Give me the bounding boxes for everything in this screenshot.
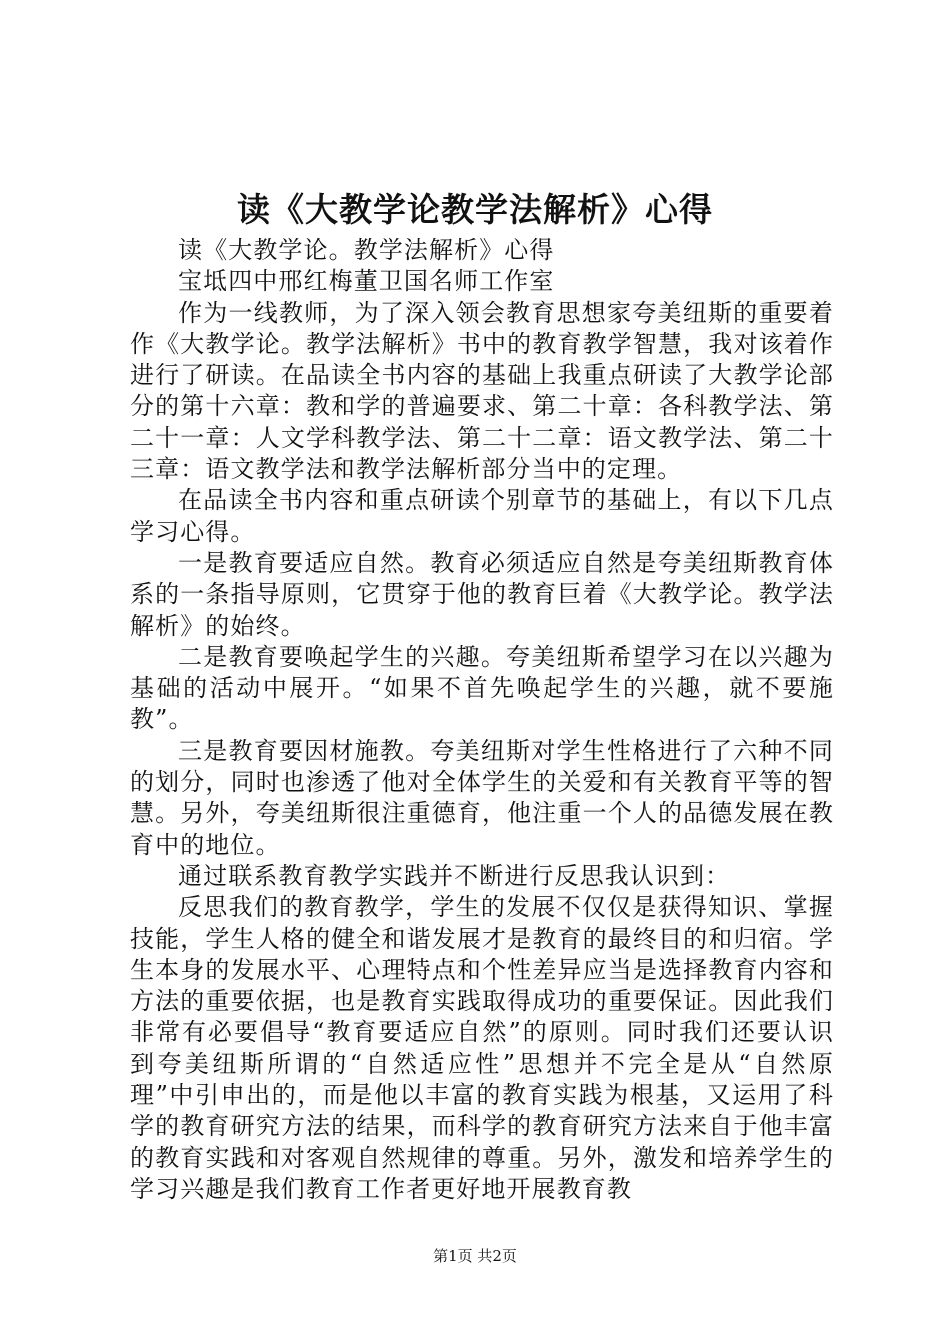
document-body xyxy=(130,235,834,1205)
paragraph-subtitle: 读《大教学论。教学法解析》心得 xyxy=(178,236,555,264)
paragraph-author: 宝坻四中邢红梅董卫国名师工作室 xyxy=(178,267,555,296)
page-number-footer: 第1页 共2页 xyxy=(433,1247,517,1265)
paragraph-point-one: 一是教育要适应自然。教育必须适应自然是夸美纽斯教育体系的一条指导原则，它贯穿于他的教育巨着《大教学论。教学法解析》的始终。 xyxy=(130,548,834,640)
paragraph-point-three: 三是教育要因材施教。夸美纽斯对学生性格进行了六种不同的划分，同时也渗透了他对全体学生的关爱和有关教育平等的智慧。另外，夸美纽斯很注重德育，他注重一个人的品德发展在教育中的地位。 xyxy=(130,736,834,859)
paragraph-intro: 作为一线教师，为了深入领会教育思想家夸美纽斯的重要着作《大教学论。教学法解析》书中的教育教学智慧，我对该着作进行了研读。在品读全书内容的基础上我重点研读了大教学论部分的第十六章：教和学的普遍要求、第二十章：各科教学法、第二十一章：人文学科教学法、第二十二章：语文教学法、第二十三章：语文教学法和教学法解析部分当中的定理。 xyxy=(130,298,834,484)
paragraph-overview: 在品读全书内容和重点研读个别章节的基础上，有以下几点学习心得。 xyxy=(130,486,834,546)
paragraph-reflection-intro: 通过联系教育教学实践并不断进行反思我认识到： xyxy=(178,861,731,890)
paragraph-reflection: 反思我们的教育教学，学生的发展不仅仅是获得知识、掌握技能，学生人格的健全和谐发展才是教育的最终目的和归宿。学生本身的发展水平、心理特点和个性差异应当是选择教育内容和方法的重要依据，也是教育实践取得成功的重要保证。因此我们非常有必要倡导“教育要适应自然”的原则。同时我们还要认识到夸美纽斯所谓的“自然适应性”思想并不完全是从“自然原理”中引申出的，而是他以丰富的教育实践为根基，又运用了科学的教育研究方法的结果，而科学的教育研究方法来自于他丰富的教育实践和对客观自然规律的尊重。另外，激发和培养学生的学习兴趣是我们教育工作者更好地开展教育教 xyxy=(130,893,834,1203)
paragraph-point-two: 二是教育要唤起学生的兴趣。夸美纽斯希望学习在以兴趣为基础的活动中展开。“如果不首先唤起学生的兴趣，就不要施教”。 xyxy=(130,642,834,734)
document-title: 读《大教学论教学法解析》心得 xyxy=(237,190,713,229)
